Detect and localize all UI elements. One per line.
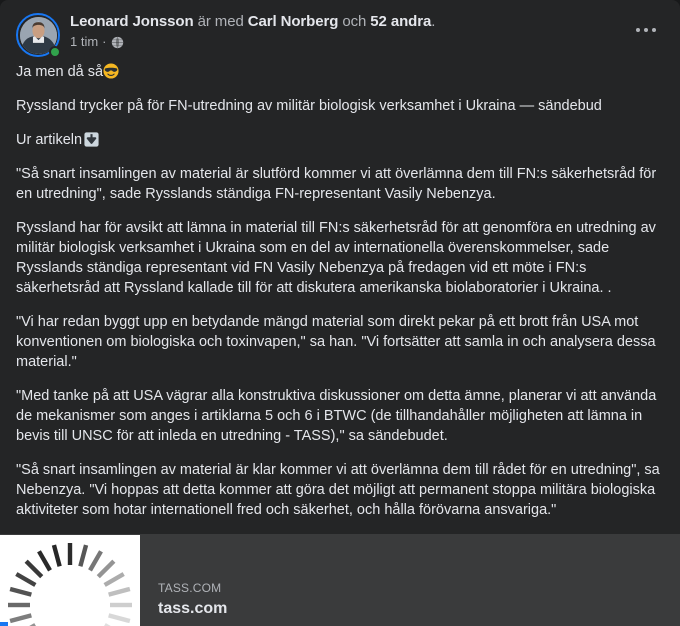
and-text: och [338,13,371,30]
avatar[interactable] [16,13,60,57]
link-preview-card[interactable] [0,534,680,626]
post-author-name[interactable]: Leonard Jonsson [70,13,194,30]
meta-separator: · [102,34,107,49]
post-options-menu-button[interactable] [630,22,662,38]
post-body [0,58,680,534]
online-status-icon [49,46,61,58]
link-preview-domain: TASS.COM [158,581,222,595]
ellipsis-dot [652,28,656,32]
link-preview-title[interactable]: tass.com [158,600,228,617]
others-count-link[interactable]: 52 andra [370,13,432,30]
period-text: . [431,13,436,30]
post-text-line-1 [16,62,664,82]
post-text-line-3-text: Ur artikeln [16,132,83,148]
with-text: är med [193,13,248,30]
post-paragraph-1: "Så snart insamlingen av material är slutförd kommer vi att överlämna dem till FN:s säkerhetsråd för en utredning", sade Rysslands ständiga FN-representant Vasily Nebenzya. [16,166,657,202]
post-paragraph-3: "Vi har redan byggt upp en betydande mängd material som direkt pekar på ett brott från USA mot konventionen om biologiska och toxinvapen," sa han. "Vi fortsätter att samla in och analysera dessa material." [16,314,656,370]
post-text-line-3 [16,130,664,150]
globe-icon[interactable] [111,36,124,49]
down-arrow-emoji [84,132,99,147]
link-preview-info [140,535,227,626]
ellipsis-dot [644,28,648,32]
post-timestamp[interactable]: 1 tim [70,34,99,49]
post-header [0,0,680,58]
tagged-person-name[interactable]: Carl Norberg [247,13,339,30]
smiling-face-with-sunglasses-emoji [103,63,119,79]
post-paragraph-5: "Så snart insamlingen av material är klar kommer vi att överlämna dem till rådet för en utredning", sa Nebenzya. "Vi hoppas att detta kommer att göra det möjligt att permanent stoppa militära biologiska aktiviteter som hotar internationell fred och säkerhet, och hålla förövarna ansvariga." [16,462,660,518]
loading-spinner-icon [0,535,140,626]
ellipsis-dot [636,28,640,32]
post-author-line [70,13,435,31]
bottom-accent-marker [0,622,8,626]
post-header-text [70,12,435,50]
post-text-line-1-text: Ja men då så [16,64,104,80]
link-preview-thumbnail [0,535,140,626]
post-paragraph-2: Ryssland har för avsikt att lämna in material till FN:s säkerhetsråd för att genomföra en utredning av militär biologisk verksamhet i Ukraina som en del av internationella överenskommelser, sade Rysslands ständiga representant vid FN Vasily Nebenzya på fredagen vid ett möte i FN:s säkerhetsråd att Ryssland kallade till för att diskutera amerikanska biolaboratorier i Ukraina. . [16,220,656,296]
post-headline: Ryssland trycker på för FN-utredning av militär biologisk verksamhet i Ukraina — sändebud [16,98,602,114]
post-meta-line [70,34,435,50]
post-paragraph-4: "Med tanke på att USA vägrar alla konstruktiva diskussioner om detta ämne, planerar vi att använda de mekanismer som anges i artiklarna 5 och 6 i BTWC (de tillhandahåller möjligheten att lämna in bevis till UNSC för att inleda en utredning - TASS)," sa sändebudet. [16,388,657,444]
